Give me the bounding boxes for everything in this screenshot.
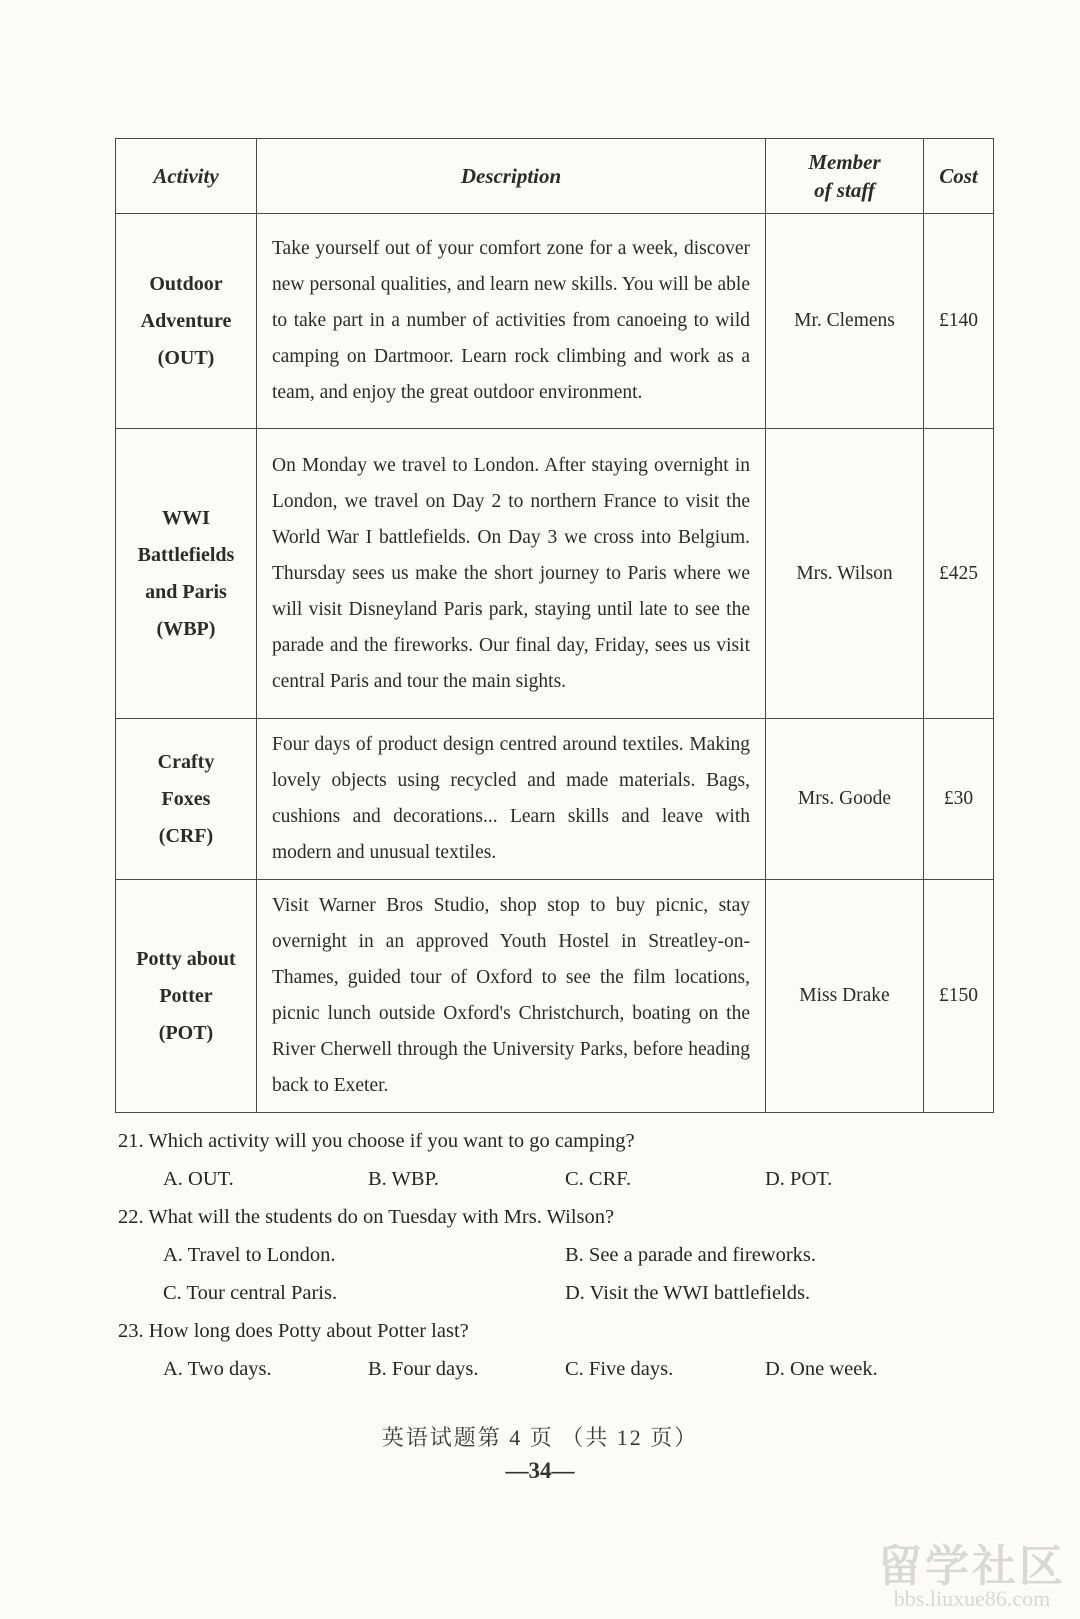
header-member-line1: Member <box>808 150 881 174</box>
question-23 <box>118 1312 990 1388</box>
activity-name: WWI Battlefields and Paris (WBP) <box>116 429 257 719</box>
table-row-potty-about-potter <box>116 880 994 1113</box>
watermark-url: bbs.liuxue86.com <box>893 1586 1051 1611</box>
question-text: 22. What will the students do on Tuesday with Mrs. Wilson? <box>118 1206 615 1228</box>
member-of-staff: Mrs. Wilson <box>766 429 924 719</box>
header-activity-label: Activity <box>153 164 219 188</box>
header-cost-label: Cost <box>939 164 978 188</box>
header-member-of-staff <box>766 139 924 214</box>
question-options <box>118 1350 990 1388</box>
cost-value: £425 <box>924 429 994 719</box>
member-of-staff: Mr. Clemens <box>766 214 924 429</box>
activity-name: Outdoor Adventure (OUT) <box>116 214 257 429</box>
question-options <box>118 1160 990 1198</box>
cost-value: £150 <box>924 880 994 1113</box>
option-c: C. Five days. <box>565 1358 674 1380</box>
activity-description: Visit Warner Bros Studio, shop stop to buy picnic, stay overnight in an approved Youth Hostel in Streatley-on-Thames, guided tour of Oxford to see the film locations, picnic lunch outside Oxford's Christchurch, boating on the River Cherwell through the University Parks, before heading back to Exeter. <box>257 880 766 1113</box>
footer-page-info: 英语试题第 4 页 （共 12 页） <box>381 1425 699 1450</box>
option-d: D. POT. <box>765 1168 833 1190</box>
header-description-label: Description <box>460 164 562 188</box>
member-of-staff: Miss Drake <box>766 880 924 1113</box>
header-member-line2: of staff <box>814 178 875 202</box>
header-cost <box>924 139 994 214</box>
cost-value: £30 <box>924 719 994 880</box>
option-b: B. Four days. <box>368 1358 479 1380</box>
activity-table <box>115 138 994 1113</box>
cost-value: £140 <box>924 214 994 429</box>
watermark-logo-text: 留学社区 <box>878 1542 1066 1591</box>
question-text: 21. Which activity will you choose if you want to go camping? <box>118 1130 635 1152</box>
option-d: D. Visit the WWI battlefields. <box>565 1282 811 1304</box>
header-activity <box>116 139 257 214</box>
watermark <box>878 1542 1066 1611</box>
table-row-outdoor-adventure <box>116 214 994 429</box>
header-description <box>257 139 766 214</box>
option-c: C. Tour central Paris. <box>163 1282 338 1304</box>
page-number: —34— <box>505 1458 575 1483</box>
question-21 <box>118 1122 990 1198</box>
questions-section <box>118 1122 990 1388</box>
option-b: B. WBP. <box>368 1168 439 1190</box>
activity-name: Potty about Potter (POT) <box>116 880 257 1113</box>
table-header-row <box>116 139 994 214</box>
option-b: B. See a parade and fireworks. <box>565 1244 817 1266</box>
option-d: D. One week. <box>765 1358 878 1380</box>
activity-description: Take yourself out of your comfort zone for a week, discover new personal qualities, and learn new skills. You will be able to take part in a number of activities from canoeing to wild camping on Dartmoor. Learn rock climbing and work as a team, and enjoy the great outdoor environment. <box>257 214 766 429</box>
activity-description: On Monday we travel to London. After staying overnight in London, we travel on Day 2 to northern France to visit the World War I battlefields. On Day 3 we cross into Belgium. Thursday sees us make the short journey to Paris where we will visit Disneyland Paris park, staying until late to see the parade and the fireworks. Our final day, Friday, sees us visit central Paris and tour the main sights. <box>257 429 766 719</box>
question-22 <box>118 1198 990 1312</box>
member-of-staff: Mrs. Goode <box>766 719 924 880</box>
activity-description: Four days of product design centred around textiles. Making lovely objects using recycled and made materials. Bags, cushions and decorations... Learn skills and leave with modern and unusual textiles. <box>257 719 766 880</box>
option-c: C. CRF. <box>565 1168 632 1190</box>
activity-name: Crafty Foxes (CRF) <box>116 719 257 880</box>
table-row-crafty-foxes <box>116 719 994 880</box>
option-a: A. Travel to London. <box>163 1244 336 1266</box>
table-row-wwi-battlefields <box>116 429 994 719</box>
question-options <box>118 1236 990 1312</box>
option-a: A. Two days. <box>163 1358 272 1380</box>
option-a: A. OUT. <box>163 1168 234 1190</box>
question-text: 23. How long does Potty about Potter last? <box>118 1320 469 1342</box>
